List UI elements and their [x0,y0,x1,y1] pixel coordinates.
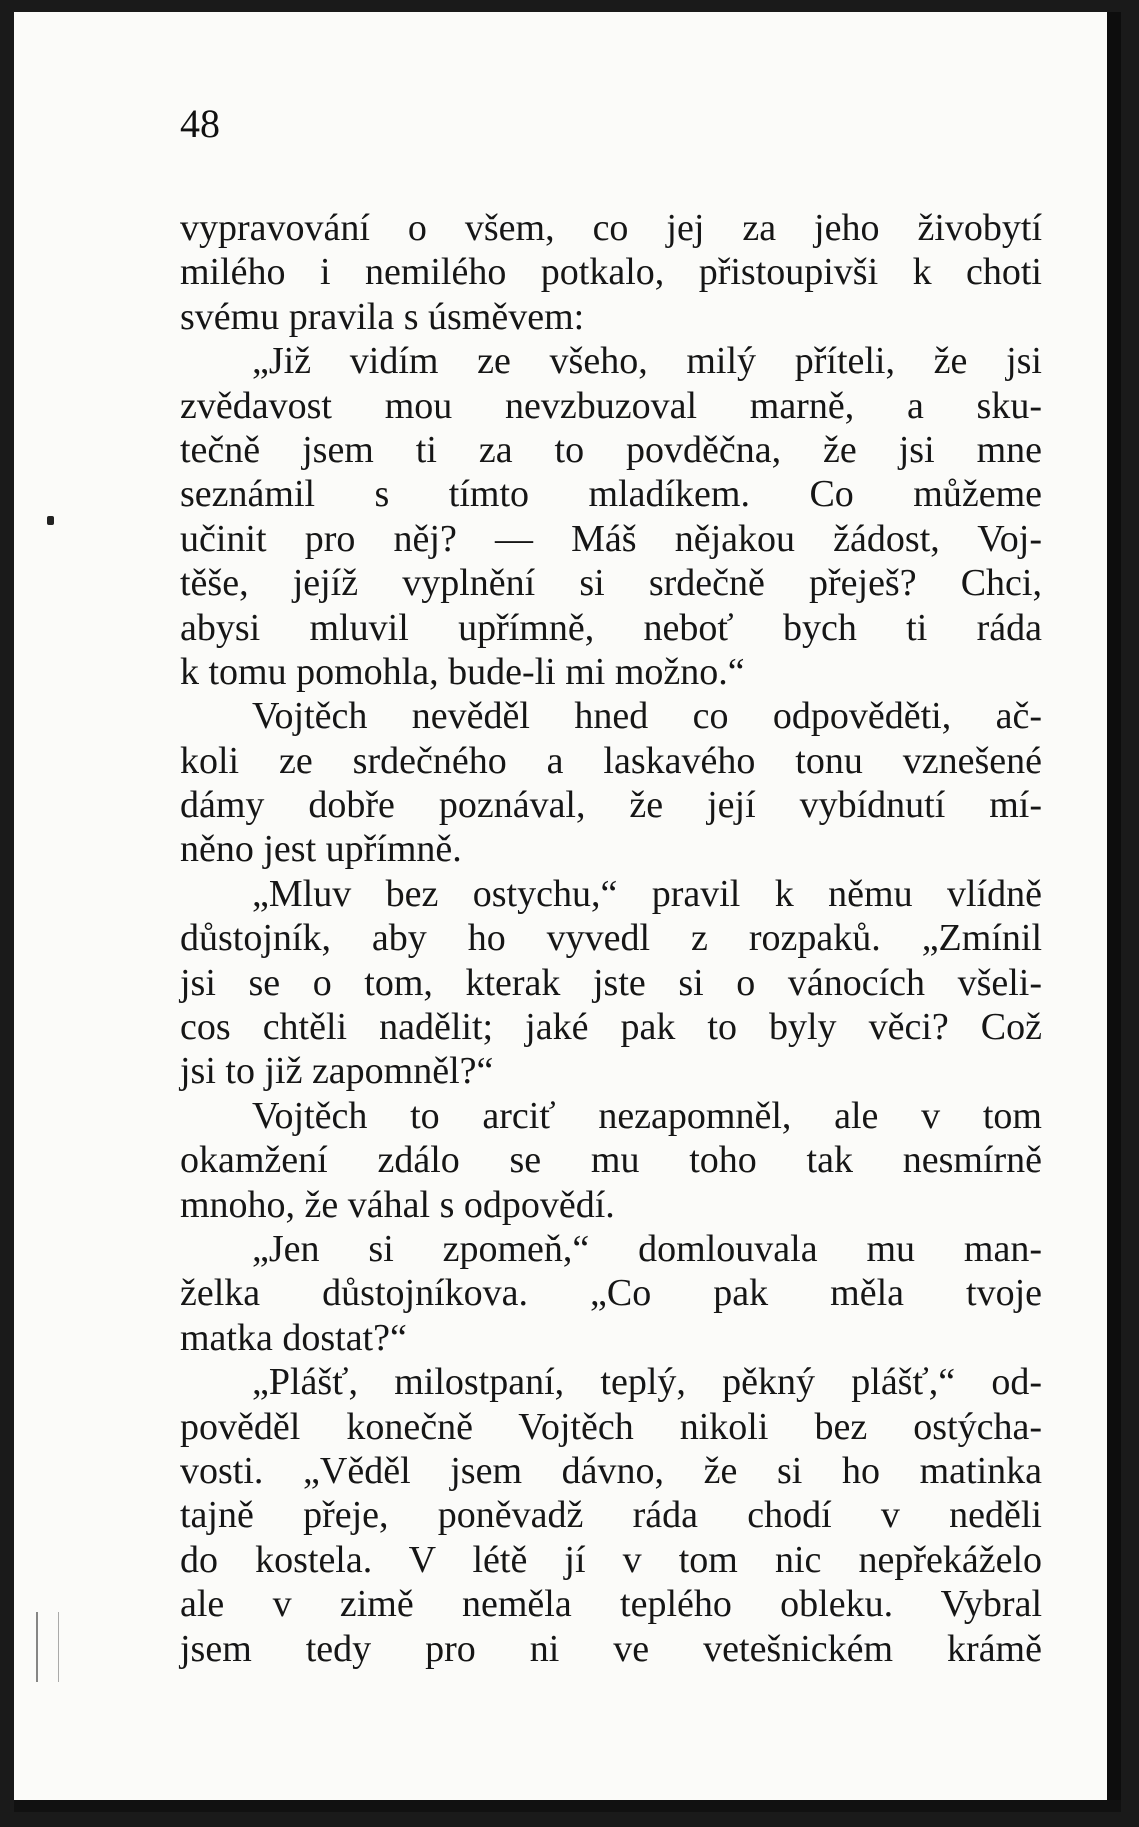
text-line: koli ze srdečného a laskavého tonu vznešené [180,739,1042,782]
text-line: abysi mluvil upřímně, neboť bych ti ráda [180,606,1042,649]
text-line: zvědavost mou nevzbuzoval marně, a sku- [180,384,1042,427]
page-number: 48 [180,101,220,146]
text-line: tečně jsem ti za to povděčna, že jsi mne [180,428,1042,471]
text-line: „Již vidím ze všeho, milý příteli, že jsi [252,340,1042,383]
text-line: okamžení zdálo se mu toho tak nesmírně [180,1139,1042,1182]
text-line: učinit pro něj? — Máš nějakou žádost, Voj- [180,517,1042,560]
text-line: milého i nemilého potkalo, přistoupivši k choti [180,251,1042,294]
text-line: důstojník, aby ho vyvedl z rozpaků. „Zmínil [180,917,1042,960]
text-line: „Plášť, milostpaní, teplý, pěkný plášť,“ od- [252,1361,1042,1404]
page-edge-shadow [1107,12,1121,1812]
text-line: Vojtěch to arciť nezapomněl, ale v tom [252,1094,1042,1137]
text-line: „Mluv bez ostychu,“ pravil k němu vlídně [252,872,1042,915]
text-line: dámy dobře poznával, že její vybídnutí mí- [180,784,1042,827]
text-line: do kostela. V létě jí v tom nic nepřekáželo [180,1538,1042,1581]
text-line: „Jen si zpomeň,“ domlouvala mu man- [252,1227,1042,1270]
text-line: vypravování o všem, co jej za jeho živobytí [180,207,1042,249]
body-text [180,206,1042,1671]
text-line: jsi se o tom, kterak jste si o vánocích všeli- [180,961,1042,1004]
text-line: něno jest upřímně. [180,828,462,871]
text-line: seznámil s tímto mladíkem. Co můžeme [180,473,1042,516]
text-line: jsem tedy pro ni ve vetešnickém krámě [180,1627,1042,1670]
text-line: mnoho, že váhal s odpovědí. [180,1183,615,1226]
page-bottom-shadow [14,1800,1121,1812]
text-line: Vojtěch nevěděl hned co odpověděti, ač- [252,695,1042,738]
text-line: želka důstojníkova. „Co pak měla tvoje [180,1272,1042,1315]
text-line: cos chtěli nadělit; jaké pak to byly věci? Což [180,1006,1042,1049]
text-line: těše, jejíž vyplnění si srdečně přeješ? Chci, [180,562,1042,605]
text-line: pověděl konečně Vojtěch nikoli bez ostýcha- [180,1405,1042,1448]
text-line: vosti. „Věděl jsem dávno, že si ho matinka [180,1449,1042,1492]
text-line: ale v zimě neměla teplého obleku. Vybral [180,1583,1042,1626]
page-edge-scratch [36,1612,59,1682]
margin-ink-mark [47,516,54,525]
text-line: svému pravila s úsměvem: [180,295,585,338]
text-line: k tomu pomohla, bude-li mi možno.“ [180,650,745,693]
text-line: tajně přeje, poněvadž ráda chodí v neděli [180,1494,1042,1537]
text-line: matka dostat?“ [180,1316,407,1359]
text-line: jsi to již zapomněl?“ [180,1050,494,1093]
